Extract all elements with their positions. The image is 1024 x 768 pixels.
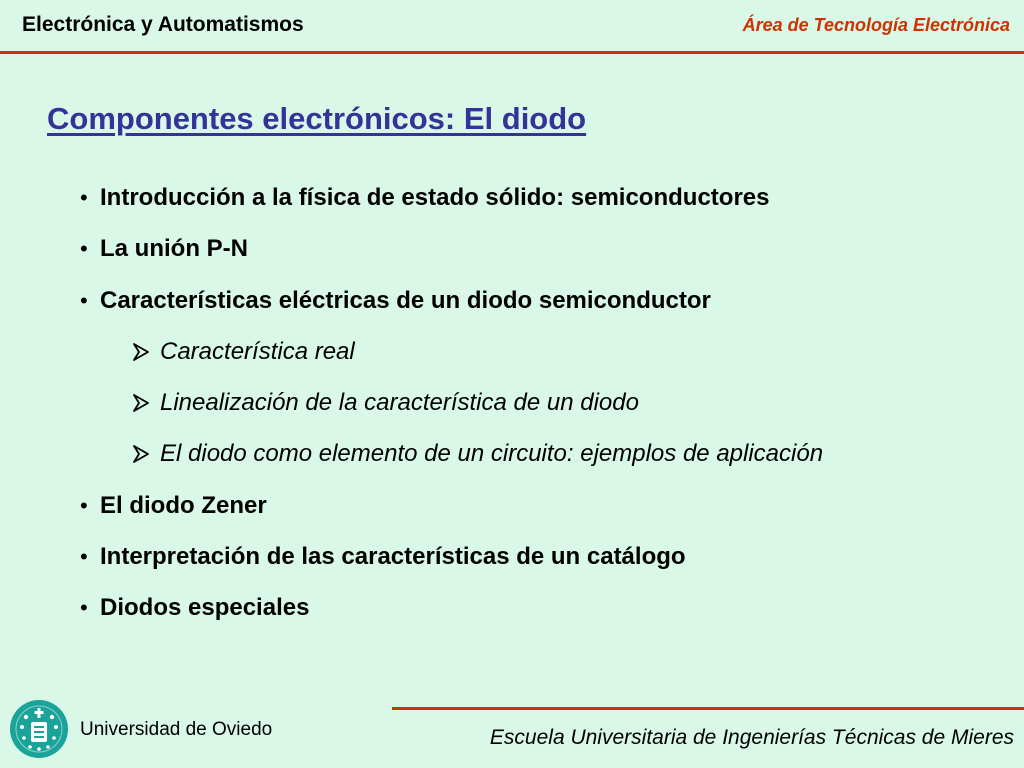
outline-item-text: Interpretación de las características de un catálogo bbox=[100, 543, 686, 571]
footer-divider bbox=[392, 707, 1024, 710]
school-name: Escuela Universitaria de Ingenierías Técnicas de Mieres bbox=[489, 726, 1014, 749]
department-name: Área de Tecnología Electrónica bbox=[742, 15, 1010, 35]
bullet-dot-icon: • bbox=[80, 492, 88, 518]
outline-subitem bbox=[0, 332, 1024, 383]
university-seal-logo bbox=[10, 700, 68, 758]
outline-item-text: Característica real bbox=[160, 337, 355, 365]
outline-item bbox=[0, 537, 1024, 588]
outline-item-text: Introducción a la física de estado sólido: semiconductores bbox=[100, 184, 770, 211]
outline-item-text: El diodo como elemento de un circuito: ejemplos de aplicación bbox=[160, 440, 824, 468]
bullet-dot-icon: • bbox=[80, 595, 88, 621]
outline-item bbox=[0, 178, 1024, 229]
arrowhead-bullet-icon bbox=[131, 332, 151, 362]
bullet-dot-icon: • bbox=[80, 287, 88, 313]
outline-item bbox=[0, 281, 1024, 332]
university-name: Universidad de Oviedo bbox=[80, 719, 273, 740]
outline-item bbox=[0, 486, 1024, 537]
outline-item-text: Diodos especiales bbox=[100, 594, 310, 622]
arrowhead-bullet-icon bbox=[131, 383, 151, 413]
outline-item bbox=[0, 229, 1024, 280]
bullet-dot-icon: • bbox=[80, 236, 88, 262]
outline-item-text: Características eléctricas de un diodo semiconductor bbox=[100, 286, 711, 314]
arrowhead-bullet-icon bbox=[131, 434, 151, 464]
bullet-dot-icon: • bbox=[80, 185, 88, 210]
course-name: Electrónica y Automatismos bbox=[22, 13, 304, 36]
outline-list bbox=[0, 178, 1024, 640]
header-divider bbox=[0, 51, 1024, 54]
outline-item bbox=[0, 588, 1024, 639]
outline-item-text: El diodo Zener bbox=[100, 491, 267, 519]
outline-subitem bbox=[0, 383, 1024, 434]
outline-item-text: La unión P-N bbox=[100, 235, 248, 263]
outline-subitem bbox=[0, 434, 1024, 485]
bullet-dot-icon: • bbox=[80, 544, 88, 570]
outline-item-text: Linealización de la característica de un diodo bbox=[160, 389, 639, 417]
slide-title: Componentes electrónicos: El diodo bbox=[47, 101, 587, 136]
